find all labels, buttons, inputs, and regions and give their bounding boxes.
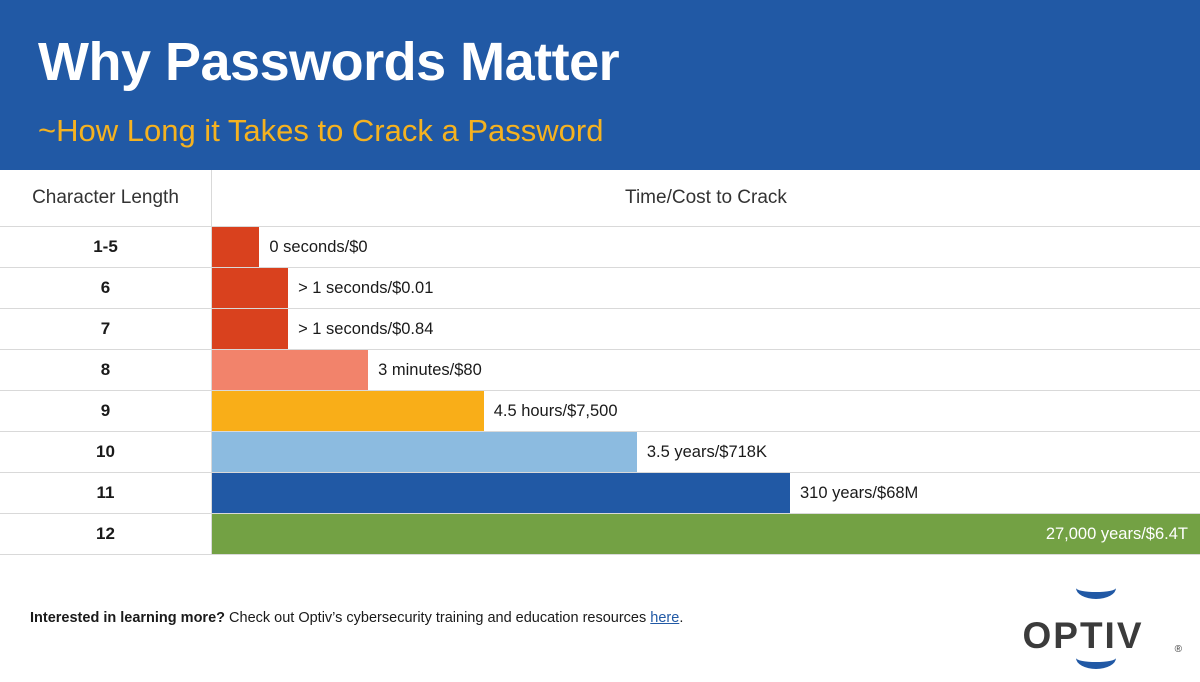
bar-7 [212, 309, 288, 349]
row-length-cell [0, 350, 212, 390]
header-banner [0, 0, 1200, 170]
bar-value-label: 3 minutes/$80 [378, 360, 482, 379]
row-bar-cell [212, 432, 1200, 472]
bar-value-label: 310 years/$68M [799, 483, 919, 502]
table-row [0, 227, 1200, 268]
password-crack-table [0, 170, 1200, 555]
table-row [0, 391, 1200, 432]
footnote-lead: Interested in learning more? [30, 610, 225, 626]
row-length-label: 1-5 [93, 237, 118, 256]
row-length-cell [0, 391, 212, 431]
bar-value-label: 27,000 years/$6.4T [1045, 524, 1188, 543]
table-row [0, 473, 1200, 514]
row-bar-cell [212, 268, 1200, 308]
row-length-label: 9 [100, 401, 111, 420]
bar-track [212, 227, 1200, 267]
table-row [0, 432, 1200, 473]
footnote [30, 610, 683, 626]
column-header-time-cost-label: Time/Cost to Crack [625, 187, 787, 208]
row-length-label: 11 [96, 483, 115, 502]
bar-value-label: 3.5 years/$718K [646, 442, 767, 461]
table-row [0, 268, 1200, 309]
row-length-cell [0, 514, 212, 554]
logo-arc-top-icon [1076, 579, 1116, 599]
row-length-label: 10 [96, 442, 115, 461]
row-length-cell [0, 227, 212, 267]
table-row [0, 350, 1200, 391]
bar-value-label: > 1 seconds/$0.01 [298, 278, 434, 297]
bar-track [212, 473, 1200, 513]
row-bar-cell [212, 350, 1200, 390]
column-header-character-length-label: Character Length [32, 187, 179, 208]
resources-link[interactable]: here [650, 610, 680, 626]
bar-value-label: 4.5 hours/$7,500 [493, 401, 618, 420]
row-length-label: 8 [100, 360, 111, 379]
column-header-character-length [0, 170, 212, 226]
table-header-row [0, 170, 1200, 227]
footnote-period: . [679, 610, 684, 626]
logo-wordmark: OPTIV [1022, 615, 1144, 656]
table-row [0, 514, 1200, 555]
table-row [0, 309, 1200, 350]
row-length-cell [0, 309, 212, 349]
bar-track [212, 432, 1200, 472]
row-length-cell [0, 432, 212, 472]
bar-track [212, 514, 1200, 554]
registered-trademark-icon: ® [1174, 644, 1182, 655]
optiv-logo [988, 575, 1182, 667]
bar-9 [212, 391, 484, 431]
bar-6 [212, 268, 288, 308]
bar-track [212, 350, 1200, 390]
bar-value-label: 0 seconds/$0 [269, 237, 368, 256]
row-bar-cell [212, 473, 1200, 513]
bar-1-5 [212, 227, 259, 267]
page-subtitle: ~How Long it Takes to Crack a Password [38, 113, 604, 148]
row-length-label: 12 [96, 524, 115, 543]
column-header-time-cost [212, 170, 1200, 226]
bar-value-label: > 1 seconds/$0.84 [298, 319, 434, 338]
row-bar-cell [212, 391, 1200, 431]
row-bar-cell [212, 514, 1200, 554]
row-length-cell [0, 268, 212, 308]
bar-track [212, 268, 1200, 308]
bar-track [212, 309, 1200, 349]
bar-track [212, 391, 1200, 431]
footnote-text: Check out Optiv’s cybersecurity training and education resources [225, 610, 651, 626]
bar-11 [212, 473, 790, 513]
bar-10 [212, 432, 637, 472]
footer [0, 555, 1200, 682]
row-bar-cell [212, 227, 1200, 267]
bar-8 [212, 350, 368, 390]
row-length-label: 7 [100, 319, 111, 338]
row-bar-cell [212, 309, 1200, 349]
row-length-cell [0, 473, 212, 513]
row-length-label: 6 [100, 278, 111, 297]
page-title: Why Passwords Matter [38, 32, 620, 92]
